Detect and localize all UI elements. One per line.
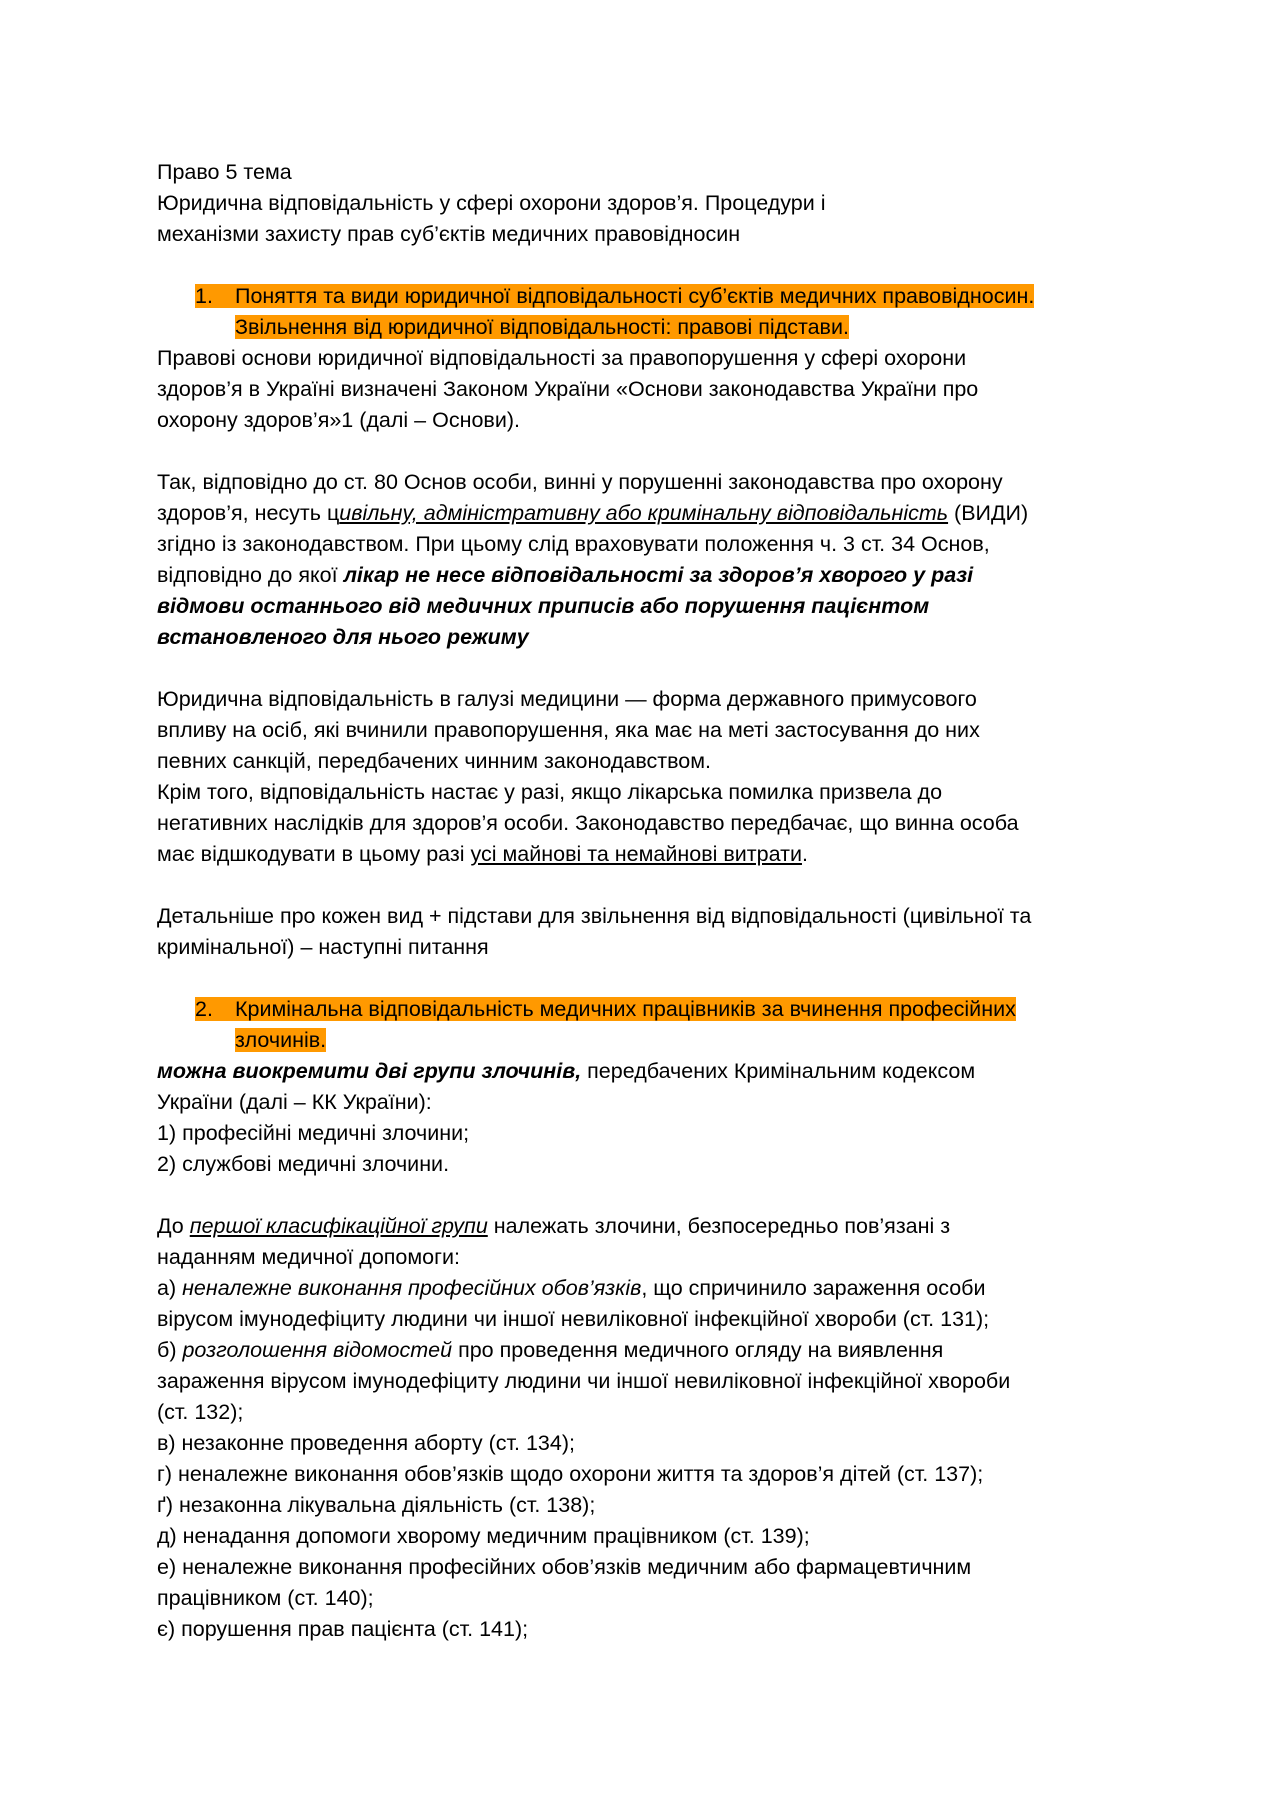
paragraph-1-line-1: Правові основи юридичної відповідальності за правопорушення у сфері охорони: [157, 346, 967, 370]
paragraph-3-line-5: негативних наслідків для здоров’я особи. Законодавство передбачає, що винна особа: [157, 811, 1019, 835]
list-item-a-line-1: [157, 1273, 986, 1304]
list-item-official-crimes: 2) службові медичні злочини.: [157, 1152, 450, 1176]
paragraph-3-line-1: Юридична відповідальність в галузі медицини — форма державного примусового: [157, 687, 977, 711]
paragraph-1-line-2: здоров’я в Україні визначені Законом України «Основи законодавства України про: [157, 377, 979, 401]
paragraph-6-line-1: [157, 1211, 950, 1242]
paragraph-2-line-4: [157, 560, 973, 591]
paragraph-2-line-1: Так, відповідно до ст. 80 Основ особи, винні у порушенні законодавства про охорону: [157, 470, 1003, 494]
list-item-a-emphasis: неналежне виконання професійних обов’язків: [182, 1276, 642, 1300]
list-item-e-line-1: е) неналежне виконання професійних обов’язків медичним або фармацевтичним: [157, 1555, 972, 1579]
list-item-b-emphasis: розголошення відомостей: [182, 1338, 453, 1362]
paragraph-2-line-6: встановленого для нього режиму: [157, 625, 529, 649]
section-1-highlight: [195, 284, 1034, 308]
paragraph-2-line-3: згідно із законодавством. При цьому слід враховувати положення ч. 3 ст. 34 Основ,: [157, 532, 990, 556]
two-groups-emphasis: можна виокремити дві групи злочинів,: [157, 1059, 582, 1083]
section-1-number: 1.: [195, 284, 213, 308]
list-item-a-prefix: а): [157, 1276, 183, 1300]
section-2-title: Кримінальна відповідальність медичних працівників за вчинення професійних: [235, 997, 1016, 1021]
paragraph-4-line-2: кримінальної) – наступні питання: [157, 935, 489, 959]
paragraph-3-line-4: Крім того, відповідальність настає у разі, якщо лікарська помилка призвела до: [157, 780, 943, 804]
compensation-emphasis: усі майнові та немайнові витрати: [470, 842, 802, 866]
list-item-a-line-2: вірусом імунодефіциту людини чи іншої невиліковної інфекційної хвороби (ст. 131);: [157, 1307, 990, 1331]
paragraph-6-text: До: [157, 1214, 190, 1238]
doc-topic-title-line-2: механізми захисту прав суб’єктів медичних правовідносин: [157, 222, 741, 246]
paragraph-5-line-1: [157, 1056, 975, 1087]
section-1-heading-line-1: [195, 281, 1034, 312]
paragraph-2-text: (ВИДИ): [948, 501, 1029, 525]
list-item-d: д) ненадання допомоги хворому медичним працівником (ст. 139);: [157, 1524, 810, 1548]
doc-subject-title: Право 5 тема: [157, 160, 292, 184]
list-item-a-text: , що спричинило зараження особи: [641, 1276, 986, 1300]
section-1-title: Поняття та види юридичної відповідальності суб’єктів медичних правовідносин.: [235, 284, 1035, 308]
section-2-number: 2.: [195, 997, 213, 1021]
liability-types-emphasis: ивільну, адміністративну або кримінальну відповідальність: [339, 501, 949, 525]
paragraph-1-line-3: охорону здоров’я»1 (далі – Основи).: [157, 408, 520, 432]
first-group-emphasis: першої класифікаційної групи: [189, 1214, 488, 1238]
paragraph-6-text: належать злочини, безпосередньо пов’язані з: [487, 1214, 951, 1238]
section-2-highlight: [195, 997, 1016, 1021]
paragraph-3-line-2: впливу на осіб, які вчинили правопорушення, яка має на меті застосування до них: [157, 718, 980, 742]
section-2-title-cont: злочинів.: [235, 1028, 327, 1052]
section-2-heading-line-2: [235, 1025, 326, 1056]
section-1-title-cont: Звільнення від юридичної відповідальності: правові підстави.: [235, 315, 849, 339]
section-2-heading-line-1: [195, 994, 1016, 1025]
list-item-h: г) неналежне виконання обов’язків щодо охорони життя та здоров’я дітей (ст. 137);: [157, 1462, 984, 1486]
list-item-e-line-2: працівником (ст. 140);: [157, 1586, 374, 1610]
paragraph-2-line-2: [157, 498, 1028, 529]
paragraph-5-line-2: України (далі – КК України):: [157, 1090, 432, 1114]
list-item-b-prefix: б): [157, 1338, 183, 1362]
paragraph-2-text: здоров’я, несуть ц: [157, 501, 340, 525]
list-item-b-line-3: (ст. 132);: [157, 1400, 244, 1424]
list-item-b-line-2: зараження вірусом імунодефіциту людини чи іншої невиліковної інфекційної хвороби: [157, 1369, 1011, 1393]
paragraph-2-text: відповідно до якої: [157, 563, 344, 587]
paragraph-6-line-2: наданням медичної допомоги:: [157, 1245, 460, 1269]
list-item-v: в) незаконне проведення аборту (ст. 134);: [157, 1431, 575, 1455]
section-1-heading-line-2: [235, 312, 849, 343]
paragraph-3-line-3: певних санкцій, передбачених чинним законодавством.: [157, 749, 711, 773]
paragraph-5-text: передбачених Кримінальним кодексом: [581, 1059, 976, 1083]
list-item-b-text: про проведення медичного огляду на виявлення: [452, 1338, 944, 1362]
paragraph-3-text: має відшкодувати в цьому разі: [157, 842, 471, 866]
list-item-b-line-1: [157, 1335, 943, 1366]
list-item-ye: є) порушення прав пацієнта (ст. 141);: [157, 1617, 529, 1641]
list-item-g: ґ) незаконна лікувальна діяльність (ст. 138);: [157, 1493, 596, 1517]
list-item-professional-crimes: 1) професійні медичні злочини;: [157, 1121, 470, 1145]
paragraph-2-line-5: відмови останнього від медичних приписів або порушення пацієнтом: [157, 594, 930, 618]
doc-topic-title-line-1: Юридична відповідальність у сфері охорони здоров’я. Процедури і: [157, 191, 826, 215]
paragraph-3-line-6: [157, 839, 808, 870]
paragraph-3-text: .: [801, 842, 808, 866]
doctor-exemption-emphasis: лікар не несе відповідальності за здоров’я хворого у разі: [343, 563, 974, 587]
paragraph-4-line-1: Детальніше про кожен вид + підстави для звільнення від відповідальності (цивільної та: [157, 904, 1032, 928]
